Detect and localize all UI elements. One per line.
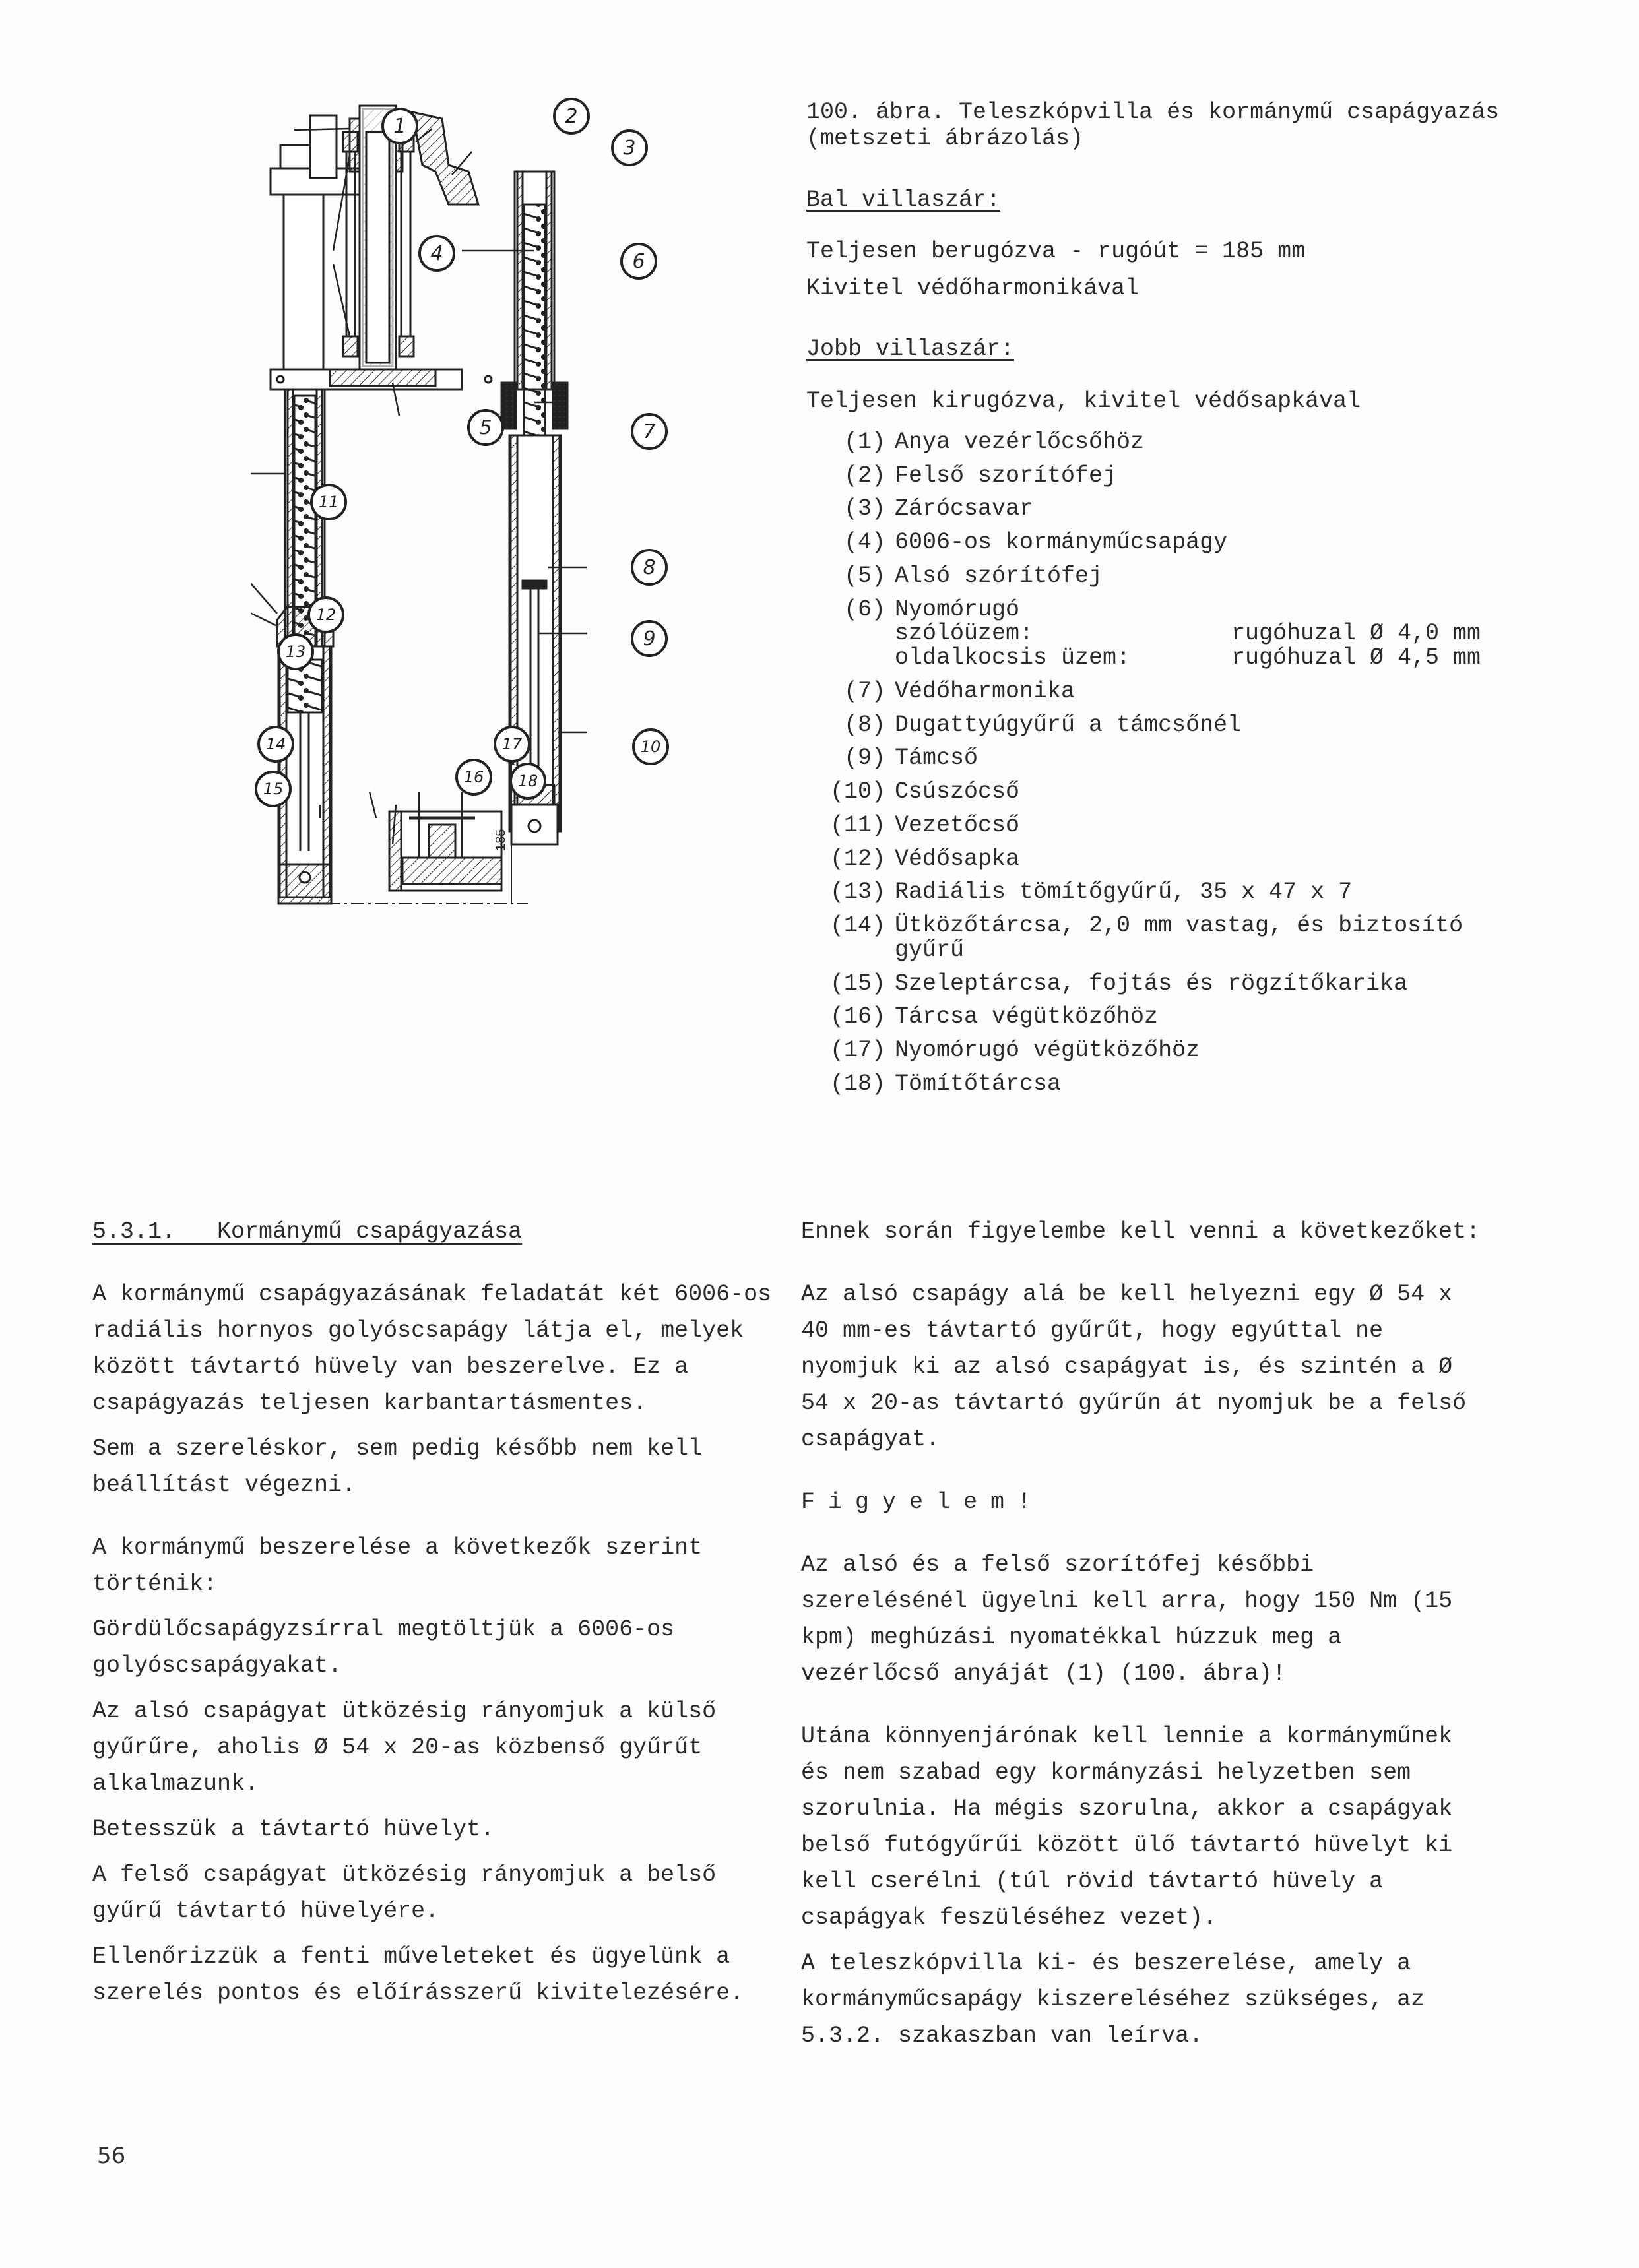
paragraph: A kormánymű beszerelése a következők szerint történik: xyxy=(92,1534,703,1597)
callout-17: 17 xyxy=(494,726,530,763)
callout-12: 12 xyxy=(307,596,344,633)
legend-item: (5) Alsó szórítófej xyxy=(843,562,1103,589)
legend-item: (6) Nyomórugó szólóüzem: rugóhuzal Ø 4,0 mm oldalkocsis üzem: rugóhuzal Ø 4,5 mm xyxy=(806,598,1506,670)
callout-5: 5 xyxy=(467,409,504,446)
section-title: 5.3.1. Kormánymű csapágyazása xyxy=(92,1218,523,1245)
lower-bearing-left xyxy=(343,336,358,356)
legend-item: (7) Védőharmonika xyxy=(843,677,1076,705)
telescopic-fork-cross-section-drawing xyxy=(251,92,726,963)
paragraph: Az alsó és a felső szorítófej későbbi szerelésénél ügyelni kell arra, hogy 150 Nm (15 kpm) meghúzási nyomatékkal húzzuk meg a vezérlőcső anyáját (1) (100. ábra)! xyxy=(801,1552,1453,1687)
left-fork-upper-tube xyxy=(284,195,323,369)
callout-16: 16 xyxy=(455,759,492,796)
legend-item: (13) Radiális tömítőgyűrű, 35 x 47 x 7 xyxy=(829,879,1353,906)
right-fork-bellows-left xyxy=(501,383,516,429)
legend-item: (18) Tömítőtárcsa xyxy=(829,1070,1062,1097)
right-leg-line-1: Teljesen kirugózva, kivitel védősapkával xyxy=(806,387,1361,414)
right-text-column xyxy=(801,1214,1494,2063)
legend-item: (8) Dugattyúgyűrű a támcsőnél xyxy=(843,711,1242,738)
lower-bearing-right xyxy=(399,336,414,356)
left-leg-line-2: Kivitel védőharmonikával xyxy=(806,275,1140,301)
legend-item: (9) Támcső xyxy=(843,745,979,772)
callout-3: 3 xyxy=(611,129,648,166)
callout-4: 4 xyxy=(418,235,455,272)
dimension-label: 185 xyxy=(494,829,508,851)
callout-8: 8 xyxy=(631,549,668,586)
warning-heading: Figyelem! xyxy=(801,1489,1045,1515)
callout-10: 10 xyxy=(632,728,669,765)
legend-item: (11) Vezetőcső xyxy=(829,811,1020,838)
paragraph: Utána könnyenjárónak kell lennie a kormányműnek és nem szabad egy kormányzási helyzetben sem szorulnia. Ha mégis szorulna, akkor a csapágyak belső futógyűrűi között ülő távtartó hüvelyt ki kell cserélni (túl rövid távtartó hüvely a csapágyak feszüléséhez vezet). xyxy=(801,1723,1453,1931)
figure-caption-block xyxy=(806,99,1506,1106)
callout-13: 13 xyxy=(277,633,314,670)
spring-spec-sidecar: oldalkocsis üzem: rugóhuzal Ø 4,5 mm xyxy=(895,645,1481,671)
callout-7: 7 xyxy=(631,413,668,450)
paragraph: Betesszük a távtartó hüvelyt. xyxy=(92,1816,495,1843)
callout-6: 6 xyxy=(620,243,657,280)
paragraph: Ennek során figyelembe kell venni a következőket: xyxy=(801,1218,1481,1245)
callout-9: 9 xyxy=(631,620,668,657)
left-leg-line-1: Teljesen berugózva - rugóút = 185 mm xyxy=(806,237,1306,265)
legend-item: (17) Nyomórugó végütközőhöz xyxy=(829,1037,1200,1063)
legend-item: (2) Felső szorítófej xyxy=(843,462,1117,489)
legend-item: (15) Szeleptárcsa, fojtás és rögzítőkarika xyxy=(829,970,1408,997)
upper-bearing-left xyxy=(343,132,358,152)
right-leg-heading: Jobb villaszár: xyxy=(806,336,1015,363)
right-fork-bellows-right xyxy=(553,383,567,429)
paragraph: Sem a szereléskor, sem pedig később nem kell beállítást végezni. xyxy=(92,1435,703,1498)
callout-1: 1 xyxy=(381,108,418,144)
legend-item: (12) Védősapka xyxy=(829,845,1020,872)
legend-item: (1) Anya vezérlőcsőhöz xyxy=(843,428,1145,455)
callout-2: 2 xyxy=(553,98,590,135)
figure-caption: 100. ábra. Teleszkópvilla és kormánymű csapágyazás (metszeti ábrázolás) xyxy=(806,99,1500,152)
paragraph: A kormánymű csapágyazásának feladatát két 6006-os radiális hornyos golyóscsapágy látja el, melyek között távtartó hüvely van beszerelve. Ez a csapágyazás teljesen karbantartásmentes. xyxy=(92,1281,772,1416)
page-number: 56 xyxy=(97,2143,126,2169)
paragraph: Az alsó csapágy alá be kell helyezni egy Ø 54 x 40 mm-es távtartó gyűrűt, hogy egyúttal ne nyomjuk ki az alsó csapágyat is, és szintén a Ø 54 x 20-as távtartó gyűrűn át nyomjuk be a felső csapágyat. xyxy=(801,1281,1467,1453)
left-leg-heading: Bal villaszár: xyxy=(806,186,1001,213)
callout-15: 15 xyxy=(255,771,292,807)
spring-spec-solo: szólóüzem: rugóhuzal Ø 4,0 mm xyxy=(895,620,1481,647)
paragraph: A felső csapágyat ütközésig rányomjuk a belső gyűrű távtartó hüvelyére. xyxy=(92,1862,717,1924)
callout-11: 11 xyxy=(310,484,347,520)
paragraph: Gördülőcsapágyzsírral megtöltjük a 6006-os golyóscsapágyakat. xyxy=(92,1616,675,1679)
callout-18: 18 xyxy=(509,763,546,800)
callout-14: 14 xyxy=(257,726,294,763)
left-text-column xyxy=(92,1214,785,2021)
paragraph: Ellenőrizzük a fenti műveleteket és ügyelünk a szerelés pontos és előírásszerű kivitelezésére. xyxy=(92,1943,744,2006)
paragraph: A teleszkópvilla ki- és beszerelése, amely a kormányműcsapágy kiszereléséhez szükséges, az 5.3.2. szakaszban van leírva. xyxy=(801,1950,1425,2049)
legend-item: (3) Zárócsavar xyxy=(843,495,1034,522)
legend-item: (16) Tárcsa végütközőhöz xyxy=(829,1003,1159,1030)
paragraph: Az alsó csapágyat ütközésig rányomjuk a külső gyűrűre, aholis Ø 54 x 20-as közbenső gyűrűt alkalmazunk. xyxy=(92,1698,717,1797)
legend-item: (10) Csúszócső xyxy=(829,778,1020,805)
legend-item: (14) Ütközőtárcsa, 2,0 mm vastag, és biztosító gyűrű xyxy=(829,912,1463,963)
parts-legend xyxy=(806,430,1506,1096)
legend-item: (4) 6006-os kormányműcsapágy xyxy=(843,529,1228,555)
